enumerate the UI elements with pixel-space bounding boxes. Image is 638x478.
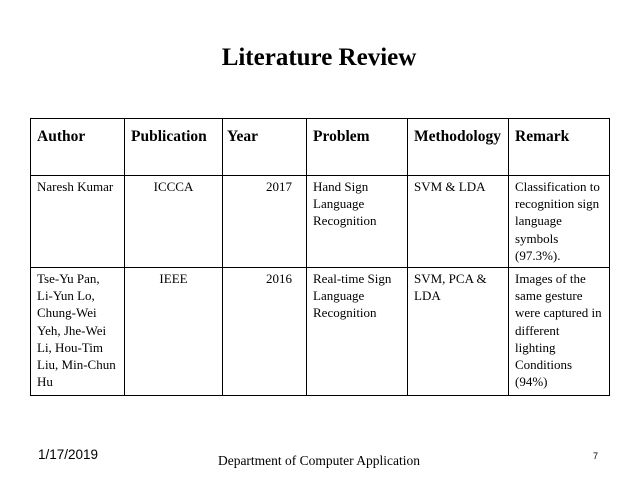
cell-problem: Hand Sign Language Recognition xyxy=(307,176,408,268)
header-publication: Publication xyxy=(125,119,223,176)
cell-remark: Classification to recognition sign language symbols (97.3%). xyxy=(509,176,610,268)
footer-date: 1/17/2019 xyxy=(38,447,99,462)
header-methodology: Methodology xyxy=(408,119,509,176)
header-year: Year xyxy=(223,119,307,176)
table-row xyxy=(31,268,610,396)
cell-year: 2017 xyxy=(223,176,307,268)
table-row xyxy=(31,176,610,268)
cell-year: 2016 xyxy=(223,268,307,396)
cell-problem: Real-time Sign Language Recognition xyxy=(307,268,408,396)
header-author: Author xyxy=(31,119,125,176)
table-header-row xyxy=(31,119,610,176)
slide-title: Literature Review xyxy=(221,44,417,71)
cell-publication: IEEE xyxy=(125,268,223,396)
cell-author: Naresh Kumar xyxy=(31,176,125,268)
cell-remark: Images of the same gesture were captured in different lighting Conditions (94%) xyxy=(509,268,610,396)
header-problem: Problem xyxy=(307,119,408,176)
cell-methodology: SVM & LDA xyxy=(408,176,509,268)
cell-publication: ICCCA xyxy=(125,176,223,268)
literature-review-table xyxy=(30,118,610,396)
cell-author: Tse-Yu Pan, Li-Yun Lo, Chung-Wei Yeh, Jhe-Wei Li, Hou-Tim Liu, Min-Chun Hu xyxy=(31,268,125,396)
footer-department: Department of Computer Application xyxy=(217,453,421,468)
header-remark: Remark xyxy=(509,119,610,176)
page-number: 7 xyxy=(593,451,599,461)
cell-methodology: SVM, PCA & LDA xyxy=(408,268,509,396)
